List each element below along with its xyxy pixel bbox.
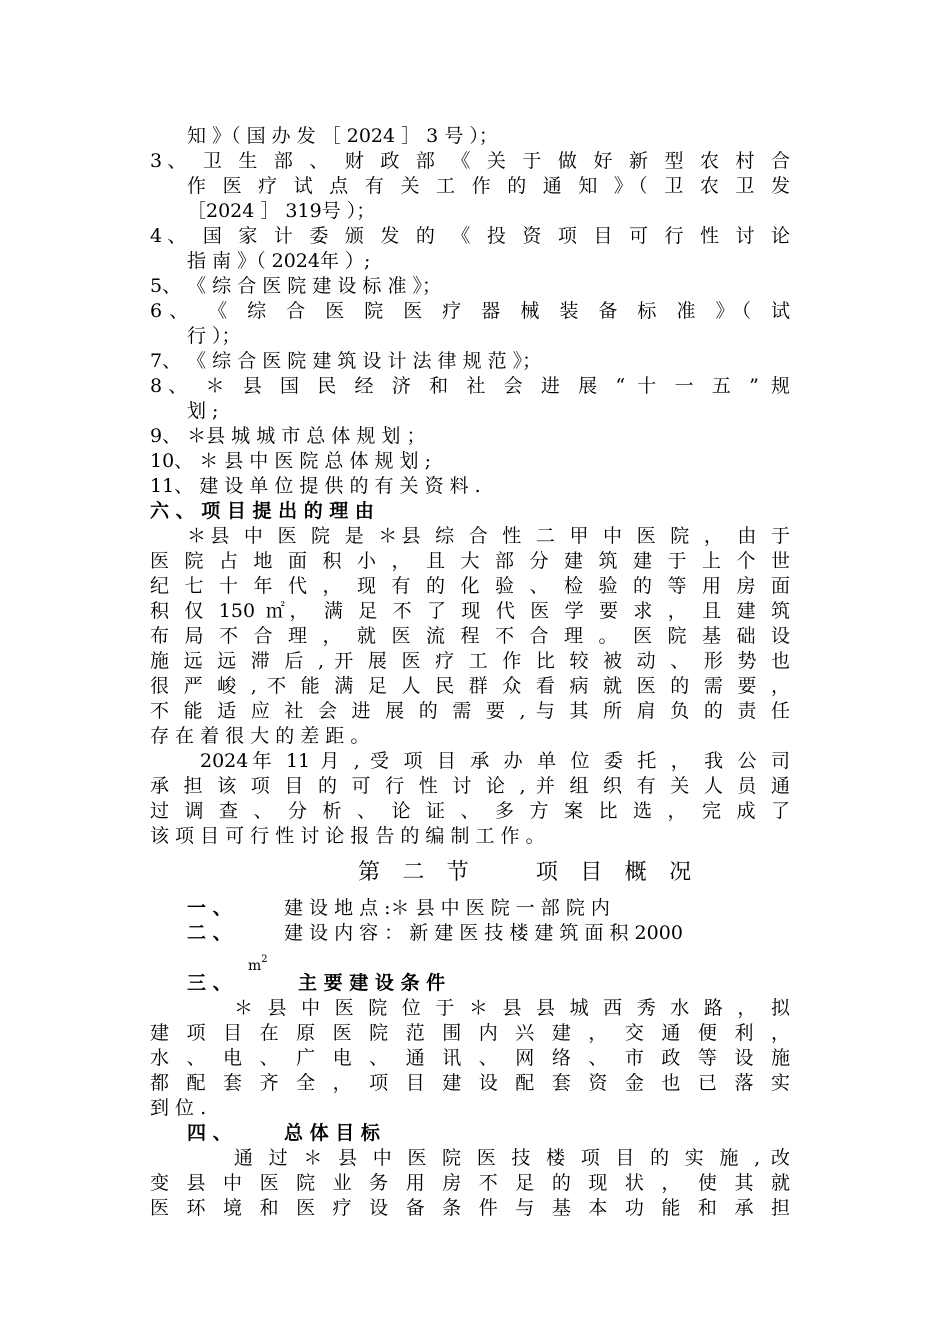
- para-line: 都 配 套 齐 全 ， 项 目 建 设 配 套 资 金 也 已 落 实: [150, 1072, 790, 1094]
- overview-item2-text: 建 设 内 容 ： 新 建 医 技 楼 建 筑 面 积 2000: [284, 922, 683, 944]
- ref-line-3: 作 医 疗 试 点 有 关 工 作 的 通 知 》（ 卫 农 卫 发: [187, 175, 790, 197]
- ref-line-1: 知 》（ 国 办 发 ［ 2024 ］ 3 号 ）；: [187, 125, 498, 147]
- para-line: 很 严 峻 , 不 能 满 足 人 民 群 众 看 病 就 医 的 需 要 ，: [150, 675, 790, 697]
- para-line: 施 远 远 滞 后 , 开 展 医 疗 工 作 比 较 被 动 、 形 势 也: [150, 650, 790, 672]
- overview-item2-unit: $m^2$: [248, 954, 268, 974]
- overview-item4-text: 总 体 目 标: [284, 1122, 380, 1144]
- overview-item3-text: 主 要 建 设 条 件: [298, 972, 446, 994]
- para-line: 2024年 11 月 , 受 项 目 承 办 单 位 委 托 ， 我 公 司: [200, 750, 790, 772]
- overview-item2-label: 二 、: [187, 922, 232, 944]
- para-line: 不 能 适 应 社 会 进 展 的 需 要 , 与 其 所 肩 负 的 责 任: [150, 700, 790, 722]
- para-line: ＊县 中 医 院 是 ＊县 综 合 性 二 甲 中 医 院 ， 由 于: [187, 525, 790, 547]
- ref-line-8: 6、 《 综 合 医 院 医 疗 器 械 装 备 标 准 》（ 试: [150, 300, 790, 322]
- para-line: 积 仅 150 ㎡， 满 足 不 了 现 代 医 学 要 求 ， 且 建 筑: [150, 600, 790, 622]
- ref-line-10: 7、 《 综 合 医 院 建 筑 设 计 法 律 规 范 》；: [150, 350, 542, 372]
- section-title: 第 二 节 项 目 概 况: [358, 860, 699, 885]
- para-line: 通 过 ＊ 县 中 医 院 医 技 楼 项 目 的 实 施 , 改: [234, 1147, 790, 1169]
- ref-line-12: 划 ;: [187, 400, 219, 422]
- ref-line-15: 11、 建 设 单 位 提 供 的 有 关 资 料 .: [150, 475, 481, 497]
- para-line: 该 项 目 可 行 性 讨 论 报 告 的 编 制 工 作 。: [150, 825, 545, 847]
- para-line: 存 在 着 很 大 的 差 距 。: [150, 725, 370, 747]
- para-line: ＊ 县 中 医 院 位 于 ＊ 县 县 城 西 秀 水 路 ， 拟: [234, 997, 790, 1019]
- ref-line-13: 9、 ＊县 城 城 市 总 体 规 划 ；: [150, 425, 426, 447]
- ref-line-7: 5、 《 综 合 医 院 建 设 标 准 》；: [150, 275, 441, 297]
- para-line: 纪 七 十 年 代 ， 现 有 的 化 验 、 检 验 的 等 用 房 面: [150, 575, 790, 597]
- overview-item4-label: 四 、: [187, 1122, 232, 1144]
- overview-item1-label: 一 、: [187, 897, 232, 919]
- para-line: 过 调 查 、 分 析 、 论 证 、 多 方 案 比 选 ， 完 成 了: [150, 800, 790, 822]
- para-line: 建 项 目 在 原 医 院 范 围 内 兴 建 ， 交 通 便 利 ，: [150, 1022, 790, 1044]
- para-line: 医 环 境 和 医 疗 设 备 条 件 与 基 本 功 能 和 承 担: [150, 1197, 790, 1219]
- para-line: 变 县 中 医 院 业 务 用 房 不 足 的 现 状 ， 使 其 就: [150, 1172, 790, 1194]
- para-line: 水 、 电 、 广 电 、 通 讯 、 网 络 、 市 政 等 设 施: [150, 1047, 790, 1069]
- overview-item3-label: 三 、: [187, 972, 232, 994]
- ref-line-5: 4、 国 家 计 委 颁 发 的 《 投 资 项 目 可 行 性 讨 论: [150, 225, 790, 247]
- overview-item1-text: 建 设 地 点 :＊ 县 中 医 院 一 部 院 内: [284, 897, 610, 919]
- ref-line-14: 10、 ＊ 县 中 医 院 总 体 规 划 ;: [150, 450, 431, 472]
- ref-line-11: 8、 ＊ 县 国 民 经 济 和 社 会 进 展 “ 十 一 五 ” 规: [150, 375, 790, 397]
- ref-line-4: ［2024 ］ 319号 ）；: [187, 200, 376, 222]
- para-line: 医 院 占 地 面 积 小 ， 且 大 部 分 建 筑 建 于 上 个 世: [150, 550, 790, 572]
- section6-heading: 六 、 项 目 提 出 的 理 由: [150, 500, 374, 522]
- ref-line-6: 指 南 》（ 2024年 ）;: [187, 250, 371, 272]
- para-line: 承 担 该 项 目 的 可 行 性 讨 论 , 并 组 织 有 关 人 员 通: [150, 775, 790, 797]
- para-line: 到 位 .: [150, 1097, 207, 1119]
- ref-line-2: 3、 卫 生 部 、 财 政 部 《 关 于 做 好 新 型 农 村 合: [150, 150, 790, 172]
- ref-line-9: 行 ）；: [187, 325, 241, 347]
- para-line: 布 局 不 合 理 ， 就 医 流 程 不 合 理 。 医 院 基 础 设: [150, 625, 790, 647]
